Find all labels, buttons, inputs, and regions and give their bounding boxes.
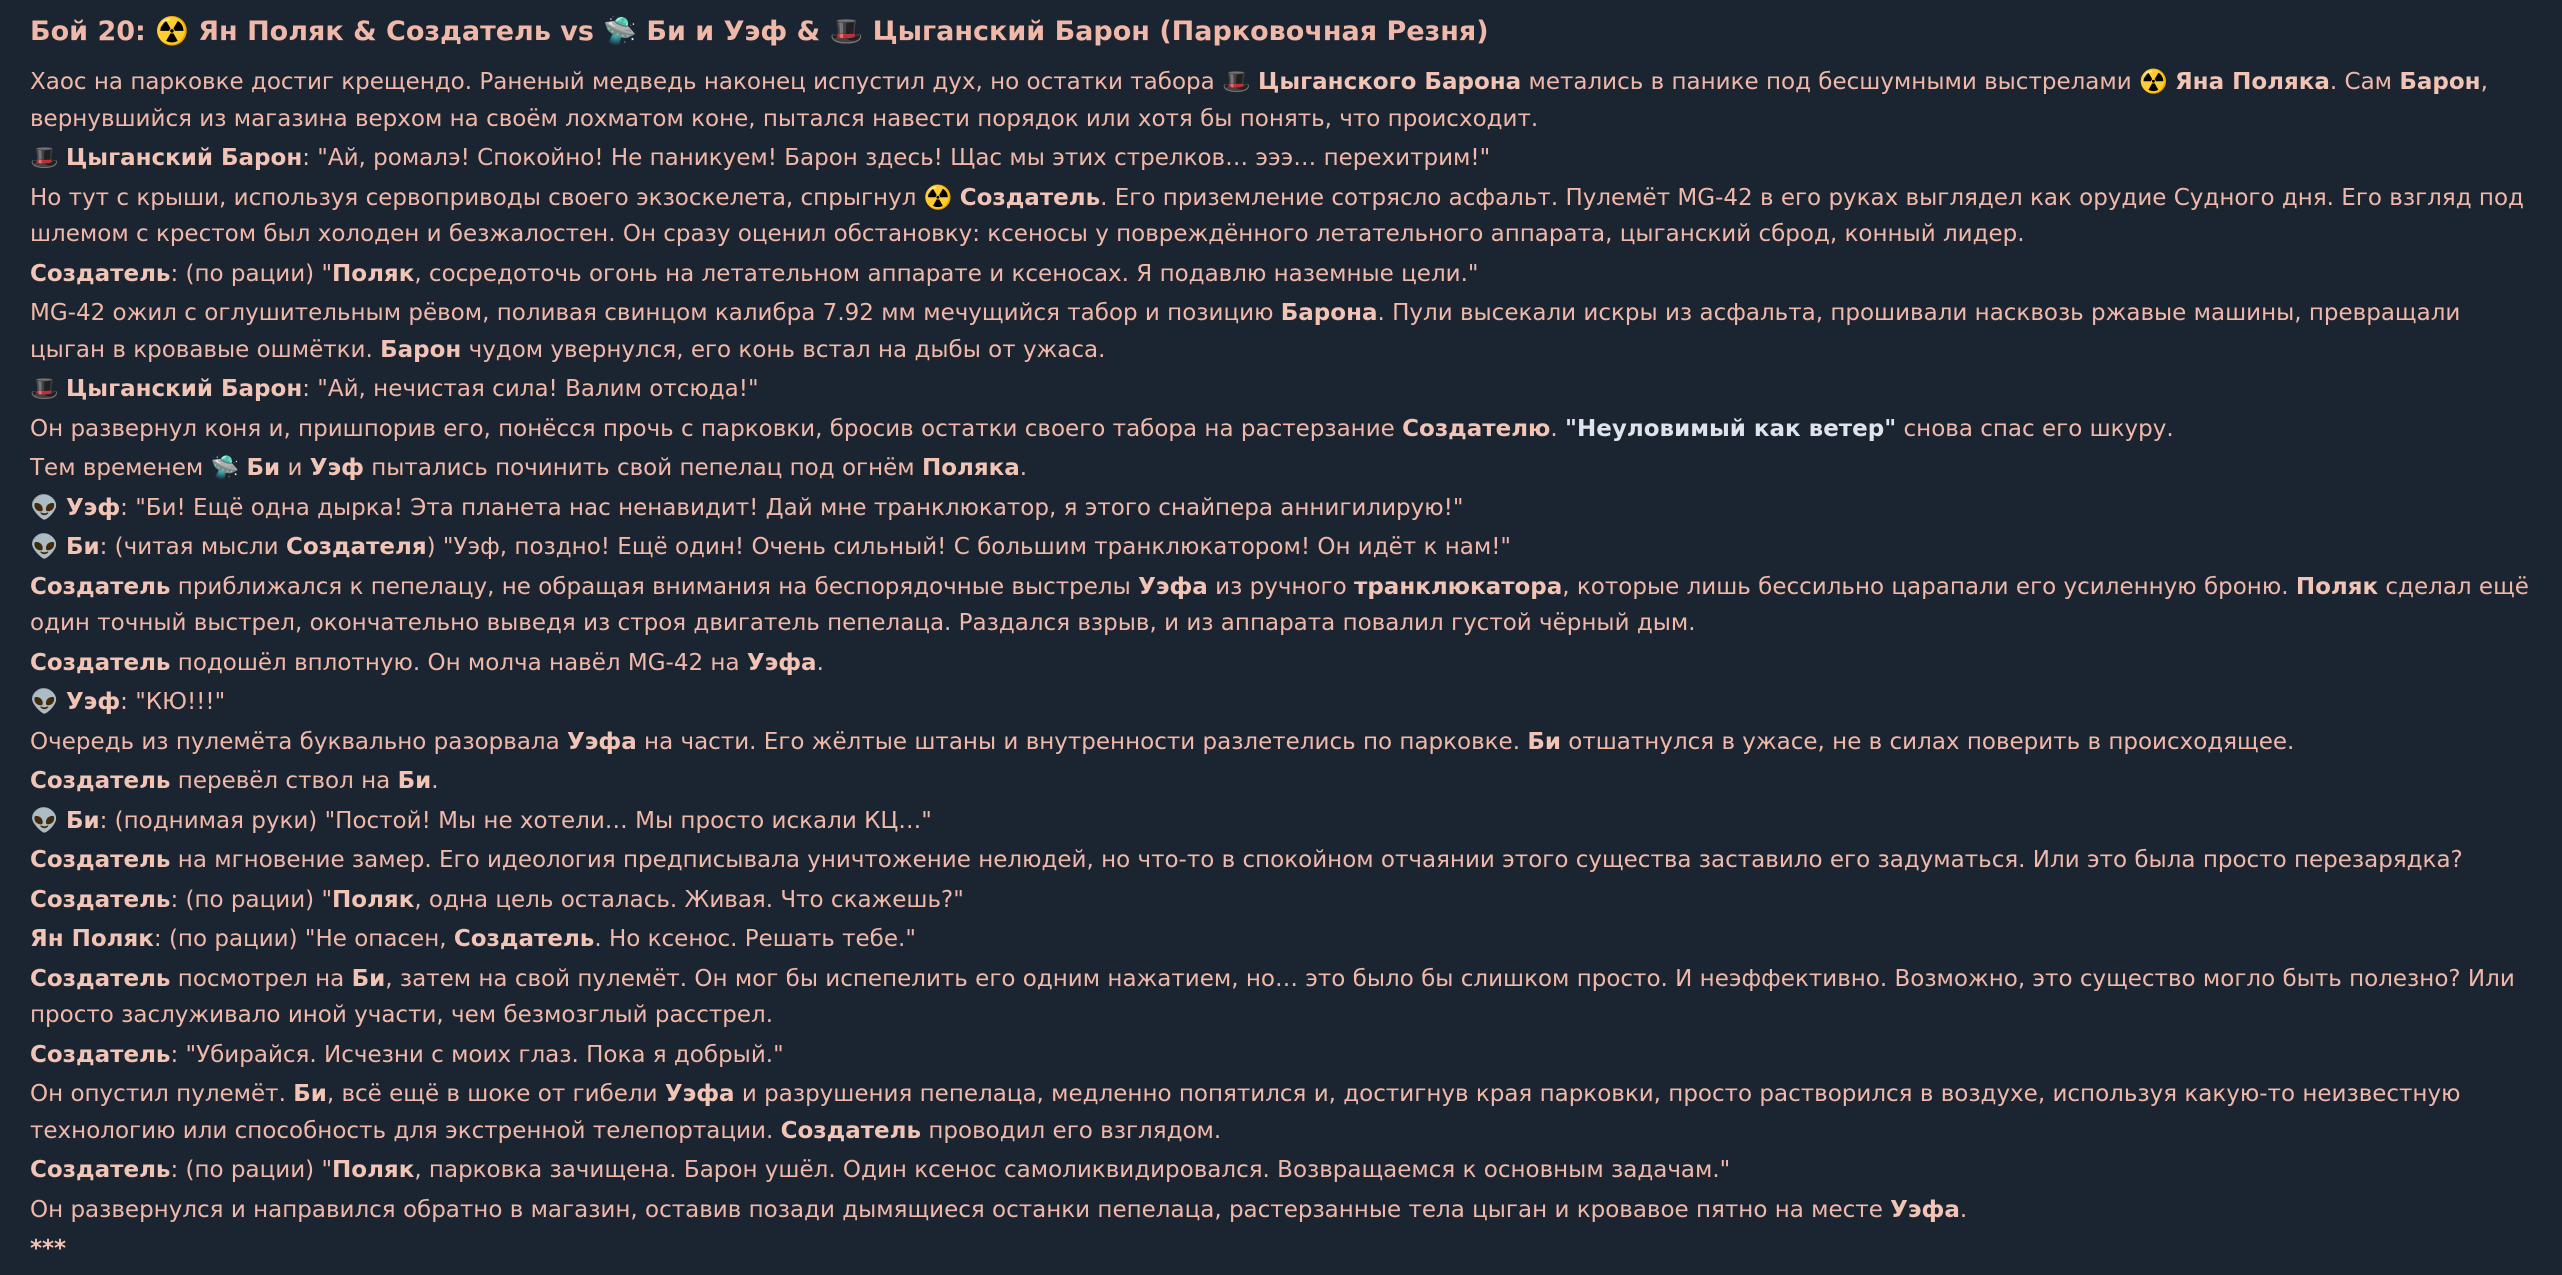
paragraph	[30, 1192, 2534, 1229]
bold-text: Уэф	[65, 494, 121, 521]
text-run: из ручного	[1207, 573, 1355, 600]
text-run: Тем временем	[30, 455, 211, 481]
emoji-icon: 👽	[30, 494, 66, 521]
text-run: : (по рации) "	[170, 260, 333, 287]
bold-text: Создатель	[30, 573, 171, 600]
bold-text: Уэфа	[1138, 573, 1208, 600]
text-run: ) "Уэф, поздно! Ещё один! Очень сильный! С большим транклюкатором! Он идёт к нам!"	[426, 534, 1511, 560]
text-run: приближался к пепелацу, не обращая внимания на беспорядочные выстрелы	[170, 573, 1139, 600]
bold-text: Создатель	[30, 260, 171, 287]
text-run: : "Би! Ещё одна дырка! Эта планета нас ненавидит! Дай мне транклюкатор, я этого снайпера аннигилирую!"	[120, 494, 1464, 521]
bold-text: Поляк	[332, 260, 415, 287]
paragraph	[30, 921, 2534, 958]
text-run: метались в панике под бесшумными выстрелами	[1521, 69, 2140, 95]
bold-text: Уэф	[65, 689, 121, 715]
bold-text: Создатель	[30, 847, 171, 873]
bold-text: Цыганского Барона	[1258, 69, 1522, 95]
text-run: Он развернулся и направился обратно в магазин, оставив позади дымящиеся останки пепелаца, растерзанные тела цыган и кровавое пятно на месте	[30, 1196, 1891, 1223]
text-run: Очередь из пулемёта буквально разорвала	[30, 728, 568, 755]
emoji-icon: 👽	[30, 689, 66, 715]
text-run: перевёл ствол на	[170, 768, 398, 794]
bold-text: Би	[397, 768, 432, 794]
text-run: Бой 20: ☢️ Ян Поляк & Создатель vs 🛸 Би и Уэф & 🎩 Цыганский Барон (Парковочная Резня)	[30, 16, 1489, 47]
bold-text: Создатель	[780, 1117, 922, 1144]
bold-text: Би	[293, 1081, 327, 1107]
message-heading	[30, 10, 2534, 54]
paragraph	[30, 64, 2534, 137]
bold-text: Создатель	[30, 1041, 171, 1068]
paragraph	[30, 882, 2534, 919]
text-run: . Пули высекали искры из асфальта, прошивали насквозь ржавые машины, превращали цыган в кровавые ошмётки.	[30, 300, 2461, 363]
text-run: : (читая мысли	[99, 534, 286, 560]
paragraph	[30, 645, 2534, 682]
bold-text: Поляка	[921, 455, 1020, 481]
bold-text: Цыганский Барон	[65, 145, 303, 171]
text-run: : "Ай, ромалэ! Спокойно! Не паникуем! Барон здесь! Щас мы этих стрелков… эээ… перехитрим!"	[302, 145, 1491, 171]
bold-text: Создатель	[453, 926, 595, 952]
bold-text: Создатель	[959, 184, 1101, 211]
bold-text: Яна Поляка	[2174, 69, 2330, 95]
bold-text: Би	[65, 534, 100, 560]
emoji-icon: ☢️	[2139, 69, 2175, 95]
bold-text: ***	[30, 1236, 67, 1262]
bold-text: Би	[351, 965, 386, 992]
text-run: .	[1019, 455, 1028, 481]
text-run: : (поднимая руки) "Постой! Мы не хотели… Мы просто искали КЦ…"	[99, 807, 932, 834]
emoji-icon: 🎩	[30, 376, 66, 402]
text-run: .	[1959, 1196, 1968, 1223]
emoji-icon: 🛸	[210, 455, 247, 481]
paragraph	[30, 1231, 2534, 1268]
bold-text: Уэфа	[746, 649, 817, 676]
bold-text: Уэфа	[664, 1081, 735, 1107]
text-run: , которые лишь бессильно царапали его усиленную броню.	[1562, 573, 2296, 600]
text-run: : (по рации) "Не опасен,	[153, 926, 454, 952]
text-run: .	[431, 768, 439, 794]
text-run: . Сам	[2329, 69, 2400, 95]
text-run: пытались починить свой пепелац под огнём	[363, 455, 922, 481]
text-run: , сосредоточь огонь на летательном аппарате и ксеносах. Я подавлю наземные цели."	[414, 260, 1479, 287]
paragraph	[30, 569, 2534, 642]
bold-text: Создатель	[30, 768, 171, 794]
text-run: : "КЮ!!!"	[120, 689, 226, 715]
bold-text: транклюкатора	[1354, 573, 1563, 600]
bold-text: Барон	[380, 336, 462, 363]
bold-text: Поляк	[332, 1157, 415, 1183]
text-run: и разрушения пепелаца, медленно попятился и, достигнув края парковки, просто растворился в воздухе, используя какую-то неизвестную технологию или способность для экстренной телепортации.	[30, 1081, 2461, 1144]
text-run: Хаос на парковке достиг крещендо. Раненый медведь наконец испустил дух, но остатки табора	[30, 69, 1223, 95]
emphasis-text: "Неуловимый как ветер"	[1565, 415, 1897, 442]
text-run: проводил его взглядом.	[921, 1117, 1222, 1144]
text-run: чудом увернулся, его конь встал на дыбы от ужаса.	[461, 336, 1106, 363]
paragraph	[30, 295, 2534, 368]
paragraph	[30, 842, 2534, 879]
text-run: сделал ещё один точный выстрел, окончательно выведя из строя двигатель пепелаца. Раздался взрыв, и из аппарата повалил густой чёрный дым.	[30, 573, 2529, 636]
text-run: : (по рации) "	[170, 886, 333, 913]
paragraph	[30, 724, 2534, 761]
text-run: : "Убирайся. Исчезни с моих глаз. Пока я добрый."	[170, 1041, 784, 1068]
text-run: Он развернул коня и, пришпорив его, понёсся прочь с парковки, бросив остатки своего табора на растерзание	[30, 415, 1403, 442]
emoji-icon: 🎩	[30, 145, 66, 171]
paragraph	[30, 180, 2534, 253]
paragraph	[30, 803, 2534, 840]
text-run: на мгновение замер. Его идеология предписывала уничтожение нелюдей, но что-то в спокойном отчаянии этого существа заставило его задуматься. Или это была просто перезарядка?	[170, 847, 2463, 873]
paragraph	[30, 371, 2534, 408]
text-run: , затем на свой пулемёт. Он мог бы испепелить его одним нажатием, но… это было бы слишком просто. И неэффективно. Возможно, это существо могло быть полезно? Или просто заслуживало иной участи, чем безмозглый расстрел.	[30, 965, 2515, 1028]
bold-text: Барона	[1280, 300, 1378, 326]
text-run: , парковка зачищена. Барон ушёл. Один ксенос самоликвидировался. Возвращаемся к основным задачам."	[414, 1157, 1731, 1183]
text-run: , вернувшийся из магазина верхом на своём лохматом коне, пытался навести порядок или хотя бы понять, что происходит.	[30, 69, 2488, 132]
bold-text: Уэфа	[567, 728, 637, 755]
bold-text: Создатель	[30, 965, 171, 992]
paragraph	[30, 256, 2534, 293]
text-run: , всё ещё в шоке от гибели	[326, 1081, 665, 1107]
emoji-icon: ☢️	[923, 184, 960, 211]
paragraph	[30, 684, 2534, 721]
bold-text: Би	[246, 455, 281, 481]
text-run: MG-42 ожил с оглушительным рёвом, поливая свинцом калибра 7.92 мм мечущийся табор и позицию	[30, 300, 1281, 326]
text-run: и	[280, 455, 310, 481]
bold-text: Создатель	[30, 886, 171, 913]
bold-text: Ян Поляк	[30, 926, 154, 952]
bold-text: Би	[1527, 728, 1561, 755]
bold-text: Барон	[2399, 69, 2481, 95]
text-run: . Но ксенос. Решать тебе."	[594, 926, 916, 952]
bold-text: Поляк	[332, 886, 415, 913]
text-run: : "Ай, нечистая сила! Валим отсюда!"	[302, 376, 759, 402]
paragraph	[30, 1037, 2534, 1074]
text-run: снова спас его шкуру.	[1896, 415, 2174, 442]
emoji-icon: 🎩	[1222, 69, 1258, 95]
text-run: . Его приземление сотрясло асфальт. Пулемёт MG-42 в его руках выглядел как орудие Судного дня. Его взгляд под шлемом с крестом был холоден и безжалостен. Он сразу оценил обстановку: ксеносы у повреждённого летательного аппарата, цыганский сброд, конный лидер.	[30, 184, 2524, 247]
bold-text: Создатель	[30, 649, 171, 676]
text-run: на части. Его жёлтые штаны и внутренности разлетелись по парковке.	[636, 728, 1528, 755]
text-run: Но тут с крыши, используя сервоприводы своего экзоскелета, спрыгнул	[30, 184, 924, 211]
paragraph	[30, 529, 2534, 566]
paragraph	[30, 411, 2534, 448]
paragraph	[30, 1076, 2534, 1149]
paragraph	[30, 490, 2534, 527]
bold-text: Цыганский Барон	[65, 376, 303, 402]
emoji-icon: 👽	[30, 807, 66, 834]
text-run: .	[1550, 415, 1566, 442]
bold-text: Уэфа	[1890, 1196, 1960, 1223]
text-run: Он опустил пулемёт.	[30, 1081, 294, 1107]
bold-text: Создатель	[30, 1157, 171, 1183]
text-run: .	[816, 649, 824, 676]
text-run: посмотрел на	[170, 965, 352, 992]
message-body	[30, 64, 2534, 1268]
bold-text: Би	[65, 807, 100, 834]
paragraph	[30, 763, 2534, 800]
text-run: : (по рации) "	[170, 1157, 333, 1183]
paragraph	[30, 961, 2534, 1034]
text-run: , одна цель осталась. Живая. Что скажешь?"	[414, 886, 964, 913]
bold-text: Создателя	[285, 534, 427, 560]
paragraph	[30, 140, 2534, 177]
bold-text: Поляк	[2295, 573, 2379, 600]
paragraph	[30, 1152, 2534, 1189]
emoji-icon: 👽	[30, 534, 66, 560]
text-run: отшатнулся в ужасе, не в силах поверить в происходящее.	[1560, 728, 2295, 755]
bold-text: Создателю	[1402, 415, 1551, 442]
paragraph	[30, 450, 2534, 487]
bold-text: Уэф	[309, 455, 364, 481]
text-run: подошёл вплотную. Он молча навёл MG-42 на	[170, 649, 747, 676]
